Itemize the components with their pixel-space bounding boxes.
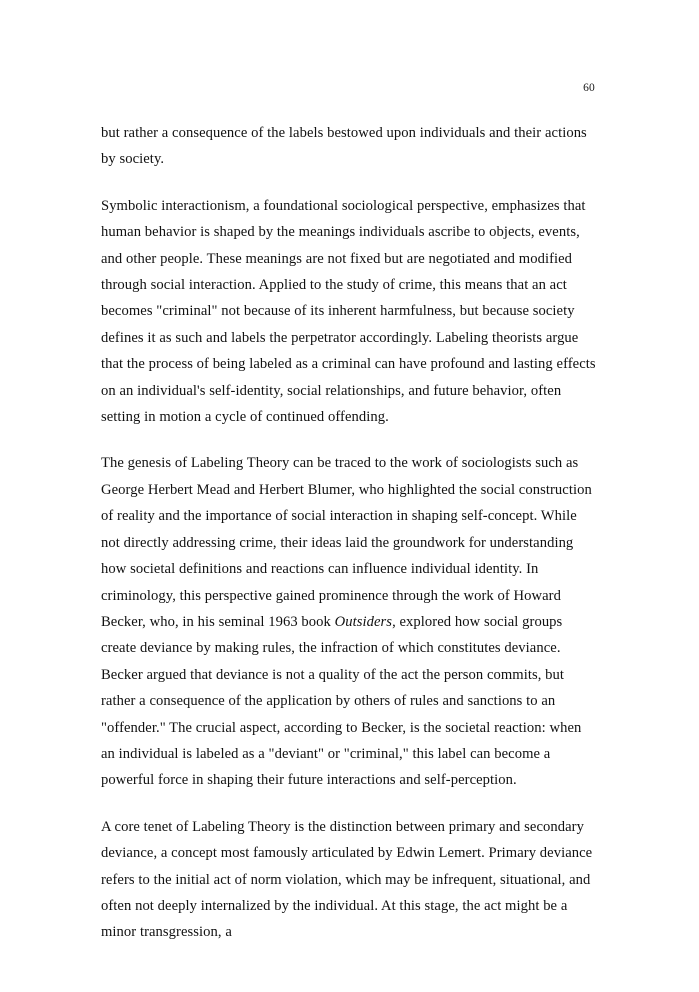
page-number: 60 <box>583 82 595 94</box>
paragraph: Symbolic interactionism, a foundational sociological perspective, emphasizes that human behavior is shaped by the meanings individuals ascribe to objects, events, and other people. These meanings are not fixed but are negotiated and modified through social interaction. Applied to the study of crime, this means that an act becomes "criminal" not because of its inherent harmfulness, but because society defines it as such and labels the perpetrator accordingly. Labeling theorists argue that the process of being labeled as a criminal can have profound and lasting effects on an individual's self-identity, social relationships, and future behavior, often setting in motion a cycle of continued offending. <box>101 197 596 426</box>
paragraph: but rather a consequence of the labels bestowed upon individuals and their actions by society. <box>101 125 587 168</box>
paragraph: A core tenet of Labeling Theory is the distinction between primary and secondary deviance, a concept most famously articulated by Edwin Lemert. Primary deviance refers to the initial act of norm violation, which may be infrequent, situational, and often not deeply internalized by the individual. At this stage, the act might be a minor transgression, a <box>101 818 593 941</box>
paragraph: The genesis of Labeling Theory can be traced to the work of sociologists such as George Herbert Mead and Herbert Blumer, who highlighted the social construction of reality and the importance of social interaction in shaping self-concept. While not directly addressing crime, their ideas laid the groundwork for understanding how societal definitions and reactions can influence individual identity. In criminology, this perspective gained prominence through the work of Howard Becker, who, in his seminal 1963 book Outsiders, explored how social groups create deviance by making rules, the infraction of which constitutes deviance. Becker argued that deviance is not a quality of the act the person commits, but rather a consequence of the application by others of rules and sanctions to an "offender." The crucial aspect, according to Becker, is the societal reaction: when an individual is labeled as a "deviant" or "criminal," this label can become a powerful force in shaping their future interactions and self-perception. <box>101 455 592 789</box>
page-body <box>101 120 597 946</box>
